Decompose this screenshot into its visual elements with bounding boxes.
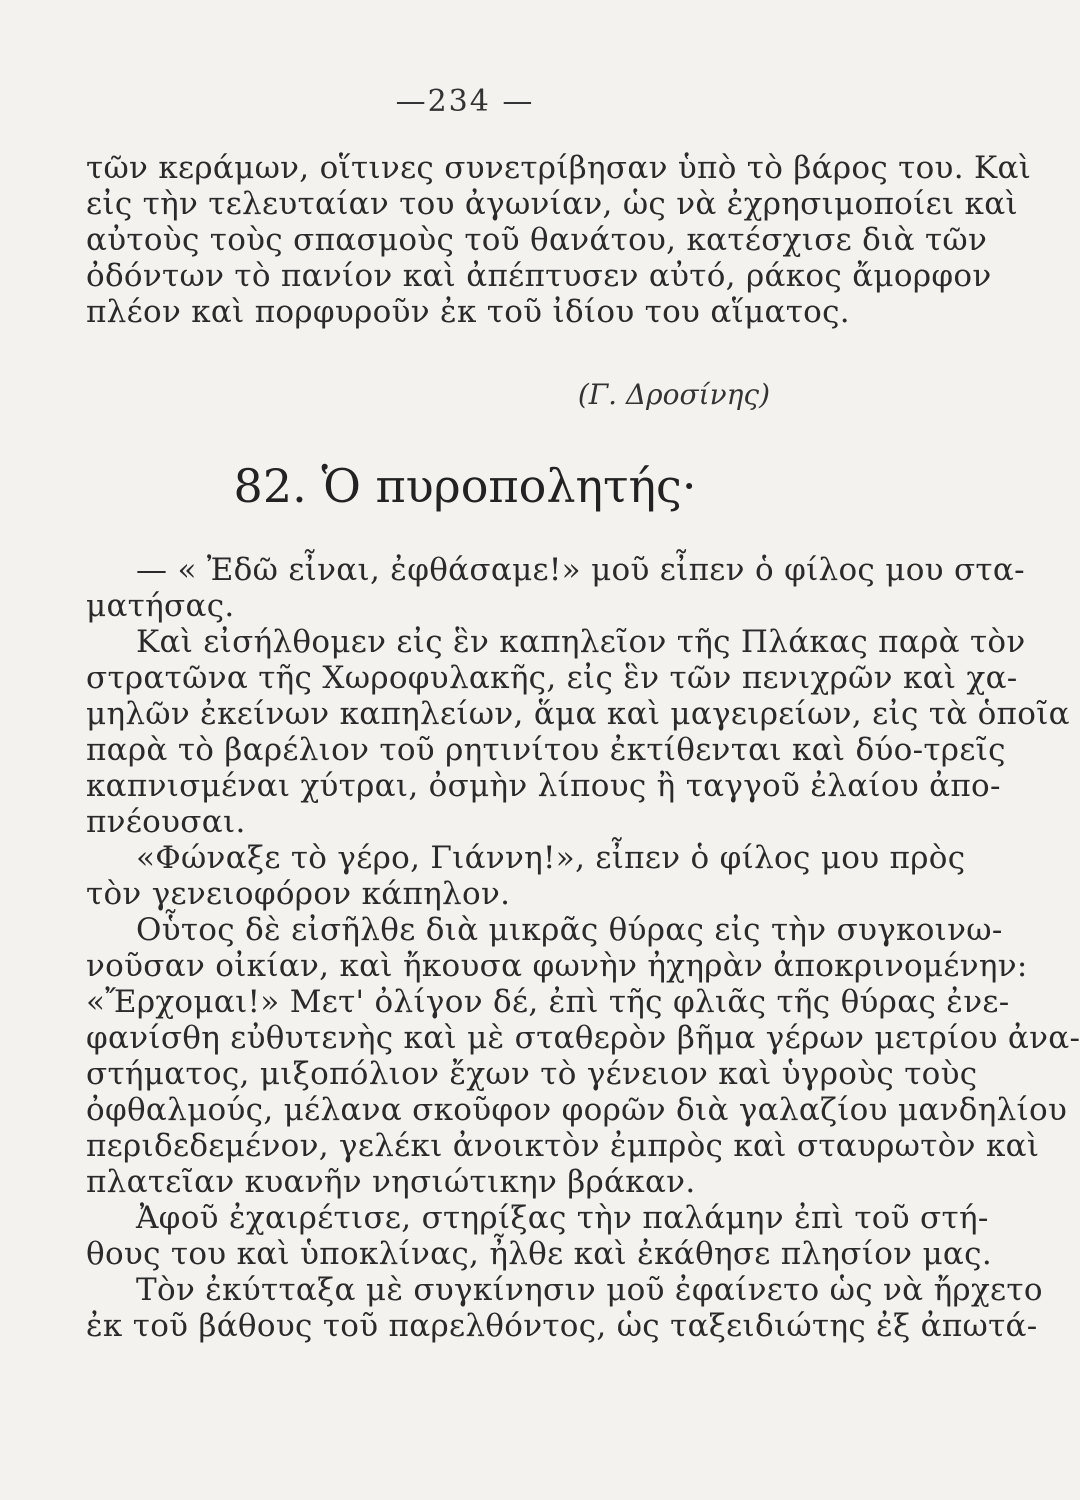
text-line: στήματος, μιξοπόλιον ἔχων τὸ γένειον καὶ ὑγροὺς τοὺς <box>86 1056 978 1092</box>
text-line: τὸν γενειοφόρον κάπηλον. <box>86 876 511 912</box>
text-line: αὐτοὺς τοὺς σπασμοὺς τοῦ θανάτου, κατέσχισε διὰ τῶν <box>86 222 988 258</box>
text-line: ἐκ τοῦ βάθους τοῦ παρελθόντος, ὡς ταξειδιώτης ἐξ ἀπωτά- <box>86 1308 1038 1344</box>
text-line: Τὸν ἐκύτταξα μὲ συγκίνησιν μοῦ ἐφαίνετο ὡς νὰ ἤρχετο <box>136 1272 1043 1308</box>
text-line: ματήσας. <box>86 588 235 624</box>
author-signature: (Γ. Δροσίνης) <box>577 378 770 411</box>
text-line: ὀδόντων τὸ πανίον καὶ ἀπέπτυσεν αὐτό, ράκος ἄμορφον <box>86 258 992 294</box>
text-line: μηλῶν ἐκείνων καπηλείων, ἅμα καὶ μαγειρείων, εἰς τὰ ὁποῖα <box>86 696 1070 732</box>
text-line: εἰς τὴν τελευταίαν του ἀγωνίαν, ὡς νὰ ἐχρησιμοποίει καὶ <box>86 186 1018 222</box>
text-line: στρατῶνα τῆς Χωροφυλακῆς, εἰς ἓν τῶν πενιχρῶν καὶ χα- <box>86 660 1018 696</box>
text-line: τῶν κεράμων, οἵτινες συνετρίβησαν ὑπὸ τὸ βάρος του. Καὶ <box>86 150 1032 186</box>
text-line: Ἀφοῦ ἐχαιρέτισε, στηρίξας τὴν παλάμην ἐπὶ τοῦ στή- <box>136 1200 989 1236</box>
text-line: περιδεδεμένον, γελέκι ἀνοικτὸν ἐμπρὸς καὶ σταυρωτὸν καὶ <box>86 1128 1040 1164</box>
text-line: Οὗτος δὲ εἰσῆλθε διὰ μικρᾶς θύρας εἰς τὴν συγκοινω- <box>136 912 1003 948</box>
text-line: «Ἔρχομαι!» Μετ' ὀλίγον δέ, ἐπὶ τῆς φλιᾶς τῆς θύρας ἐνε- <box>86 984 1010 1020</box>
text-line: ὀφθαλμούς, μέλανα σκοῦφον φορῶν διὰ γαλαζίου μανδηλίου <box>86 1092 1068 1128</box>
text-line: θους του καὶ ὑποκλίνας, ἦλθε καὶ ἐκάθησε πλησίον μας. <box>86 1236 992 1272</box>
text-line: νοῦσαν οἰκίαν, καὶ ἤκουσα φωνὴν ἠχηρὰν ἀποκρινομένην: <box>86 948 1028 984</box>
section-heading: 82. Ὁ πυροπολητής· <box>233 459 697 513</box>
text-line: «Φώναξε τὸ γέρο, Γιάννη!», εἶπεν ὁ φίλος μου πρὸς <box>136 840 966 876</box>
text-line: παρὰ τὸ βαρέλιον τοῦ ρητινίτου ἐκτίθενται καὶ δύο-τρεῖς <box>86 732 1006 768</box>
text-line: πνέουσαι. <box>86 804 246 840</box>
text-line: φανίσθη εὐθυτενὴς καὶ μὲ σταθερὸν βῆμα γέρων μετρίου ἀνα- <box>86 1020 1080 1056</box>
text-line: πλέον καὶ πορφυροῦν ἐκ τοῦ ἰδίου του αἵματος. <box>86 294 850 330</box>
text-line: Καὶ εἰσήλθομεν εἰς ἓν καπηλεῖον τῆς Πλάκας παρὰ τὸν <box>136 624 1026 660</box>
text-line: πλατεῖαν κυανῆν νησιώτικην βράκαν. <box>86 1164 696 1200</box>
page-number: —234 — <box>395 84 535 119</box>
text-line: — « Ἐδῶ εἶναι, ἐφθάσαμε!» μοῦ εἶπεν ὁ φίλος μου στα- <box>136 552 1025 588</box>
text-line: καπνισμέναι χύτραι, ὀσμὴν λίπους ἢ ταγγοῦ ἐλαίου ἀπο- <box>86 768 1001 804</box>
